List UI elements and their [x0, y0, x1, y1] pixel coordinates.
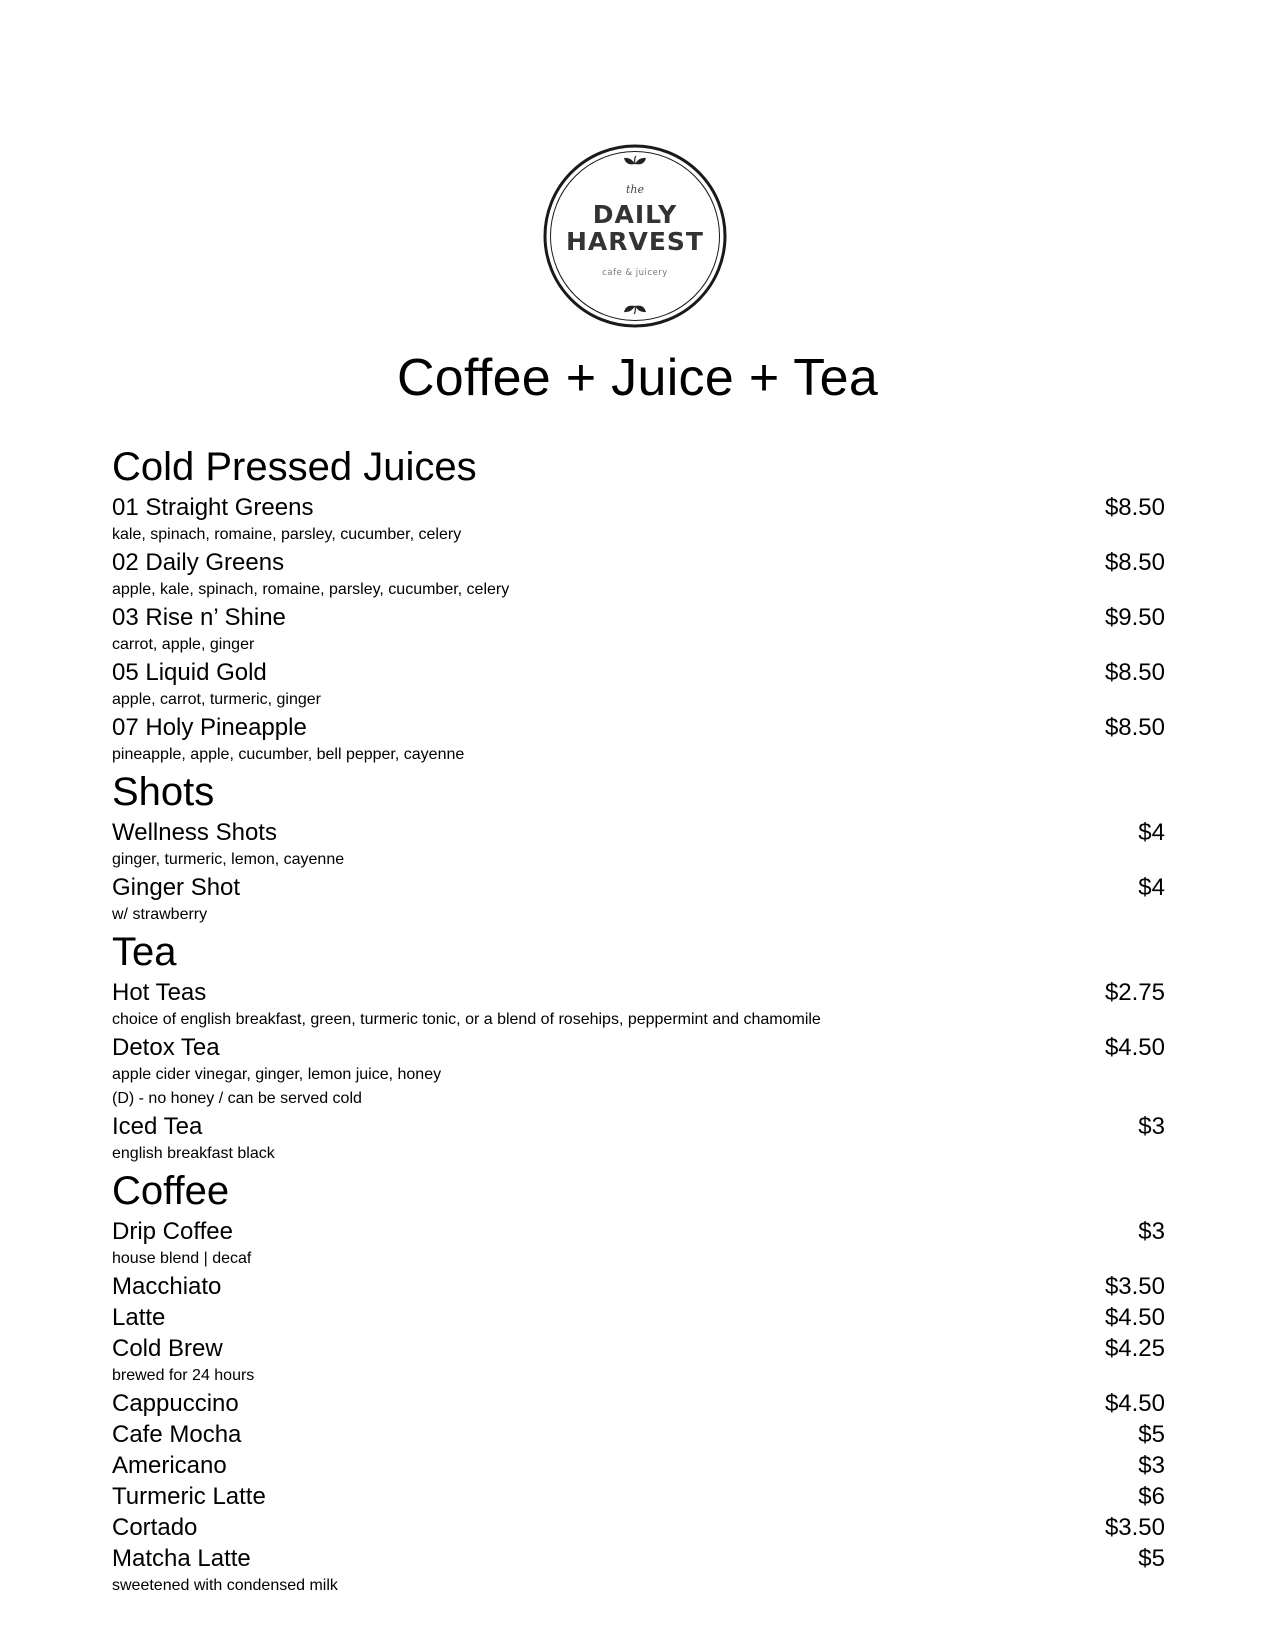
item-price: $8.50 — [1104, 494, 1165, 521]
menu-item-row — [112, 1543, 1165, 1574]
item-name: Cortado — [112, 1514, 198, 1541]
section-heading: Cold Pressed Juices — [112, 445, 477, 489]
menu-item — [112, 1419, 1165, 1450]
logo-text-tagline: cafe & juicery — [602, 268, 668, 278]
item-description: pineapple, apple, cucumber, bell pepper, cayenne — [112, 746, 465, 763]
item-name: Americano — [112, 1452, 227, 1479]
section-heading: Coffee — [112, 1169, 230, 1213]
menu-item-row — [112, 492, 1165, 523]
item-name: Matcha Latte — [112, 1545, 251, 1572]
menu-item — [112, 1450, 1165, 1481]
menu-item — [112, 1271, 1165, 1302]
menu-item — [112, 1302, 1165, 1333]
item-name: 05 Liquid Gold — [112, 659, 267, 686]
menu-item-row — [112, 1333, 1165, 1364]
menu-item — [112, 1481, 1165, 1512]
item-price: $3 — [1138, 1113, 1165, 1140]
menu-item-row — [112, 547, 1165, 578]
menu-item — [112, 1111, 1165, 1166]
menu-item — [112, 492, 1165, 547]
item-name: 02 Daily Greens — [112, 549, 285, 576]
logo-text-harvest: HARVEST — [565, 227, 705, 256]
item-name: Ginger Shot — [112, 874, 241, 901]
item-name: Wellness Shots — [112, 819, 277, 846]
item-description: brewed for 24 hours — [112, 1367, 255, 1384]
item-description: (D) - no honey / can be served cold — [112, 1090, 362, 1107]
menu-section — [112, 927, 1165, 1166]
menu-item — [112, 657, 1165, 712]
menu-item-row — [112, 1216, 1165, 1247]
item-price: $2.75 — [1104, 979, 1165, 1006]
item-description: sweetened with condensed milk — [112, 1577, 338, 1594]
item-name: Iced Tea — [112, 1113, 203, 1140]
item-description: apple, kale, spinach, romaine, parsley, cucumber, celery — [112, 581, 510, 598]
menu-item-row — [112, 1111, 1165, 1142]
menu-item-row — [112, 1271, 1165, 1302]
menu-section — [112, 767, 1165, 927]
menu-item — [112, 817, 1165, 872]
section-heading: Tea — [112, 930, 177, 974]
menu-item — [112, 872, 1165, 927]
logo-text-the: the — [625, 183, 645, 196]
item-description: carrot, apple, ginger — [112, 636, 255, 653]
logo — [541, 142, 729, 330]
item-name: Latte — [112, 1304, 166, 1331]
menu-item-row — [112, 602, 1165, 633]
item-name: Detox Tea — [112, 1034, 220, 1061]
menu-item-row — [112, 1302, 1165, 1333]
item-price: $3.50 — [1104, 1273, 1165, 1300]
item-description: kale, spinach, romaine, parsley, cucumber, celery — [112, 526, 462, 543]
item-price: $8.50 — [1104, 714, 1165, 741]
item-price: $4.50 — [1104, 1304, 1165, 1331]
item-price: $4.25 — [1104, 1335, 1165, 1362]
item-name: Hot Teas — [112, 979, 207, 1006]
item-price: $4.50 — [1104, 1034, 1165, 1061]
menu-item — [112, 1216, 1165, 1271]
menu-item-row — [112, 1450, 1165, 1481]
menu-item-row — [112, 1032, 1165, 1063]
item-price: $5 — [1138, 1545, 1165, 1572]
menu-item-row — [112, 872, 1165, 903]
logo-badge — [541, 142, 729, 330]
item-name: 03 Rise n’ Shine — [112, 604, 286, 631]
item-description: apple, carrot, turmeric, ginger — [112, 691, 321, 708]
menu-item-row — [112, 657, 1165, 688]
item-price: $3.50 — [1104, 1514, 1165, 1541]
item-description: ginger, turmeric, lemon, cayenne — [112, 851, 345, 868]
item-description: choice of english breakfast, green, turmeric tonic, or a blend of rosehips, peppermint and chamomile — [112, 1011, 821, 1028]
item-price: $4.50 — [1104, 1390, 1165, 1417]
item-description: house blend | decaf — [112, 1250, 252, 1267]
item-price: $4 — [1138, 819, 1165, 846]
menu-item — [112, 602, 1165, 657]
menu-item-row — [112, 1481, 1165, 1512]
item-name: Cold Brew — [112, 1335, 223, 1362]
item-name: Cafe Mocha — [112, 1421, 242, 1448]
menu-item — [112, 1032, 1165, 1111]
item-name: Turmeric Latte — [112, 1483, 266, 1510]
menu-item-row — [112, 1388, 1165, 1419]
item-price: $9.50 — [1104, 604, 1165, 631]
item-name: Drip Coffee — [112, 1218, 233, 1245]
item-name: Cappuccino — [112, 1390, 239, 1417]
menu-item-row — [112, 977, 1165, 1008]
item-name: 01 Straight Greens — [112, 494, 314, 521]
item-price: $5 — [1138, 1421, 1165, 1448]
menu-section — [112, 1166, 1165, 1598]
menu-item-row — [112, 1419, 1165, 1450]
item-price: $4 — [1138, 874, 1165, 901]
menu-item — [112, 547, 1165, 602]
item-name: 07 Holy Pineapple — [112, 714, 307, 741]
item-name: Macchiato — [112, 1273, 222, 1300]
item-price: $3 — [1138, 1452, 1165, 1479]
item-description: w/ strawberry — [112, 906, 208, 923]
menu-item — [112, 1543, 1165, 1598]
menu — [112, 442, 1165, 1598]
menu-item — [112, 1512, 1165, 1543]
page-title: Coffee + Juice + Tea — [396, 349, 879, 407]
menu-item-row — [112, 817, 1165, 848]
menu-item-row — [112, 1512, 1165, 1543]
menu-item — [112, 977, 1165, 1032]
menu-item-row — [112, 712, 1165, 743]
item-price: $6 — [1138, 1483, 1165, 1510]
menu-item — [112, 1333, 1165, 1388]
section-heading: Shots — [112, 770, 215, 814]
menu-section — [112, 442, 1165, 767]
item-description: apple cider vinegar, ginger, lemon juice, honey — [112, 1066, 442, 1083]
item-price: $8.50 — [1104, 549, 1165, 576]
menu-item — [112, 712, 1165, 767]
item-price: $3 — [1138, 1218, 1165, 1245]
item-price: $8.50 — [1104, 659, 1165, 686]
menu-item — [112, 1388, 1165, 1419]
logo-text-daily: DAILY — [592, 200, 678, 229]
item-description: english breakfast black — [112, 1145, 275, 1162]
